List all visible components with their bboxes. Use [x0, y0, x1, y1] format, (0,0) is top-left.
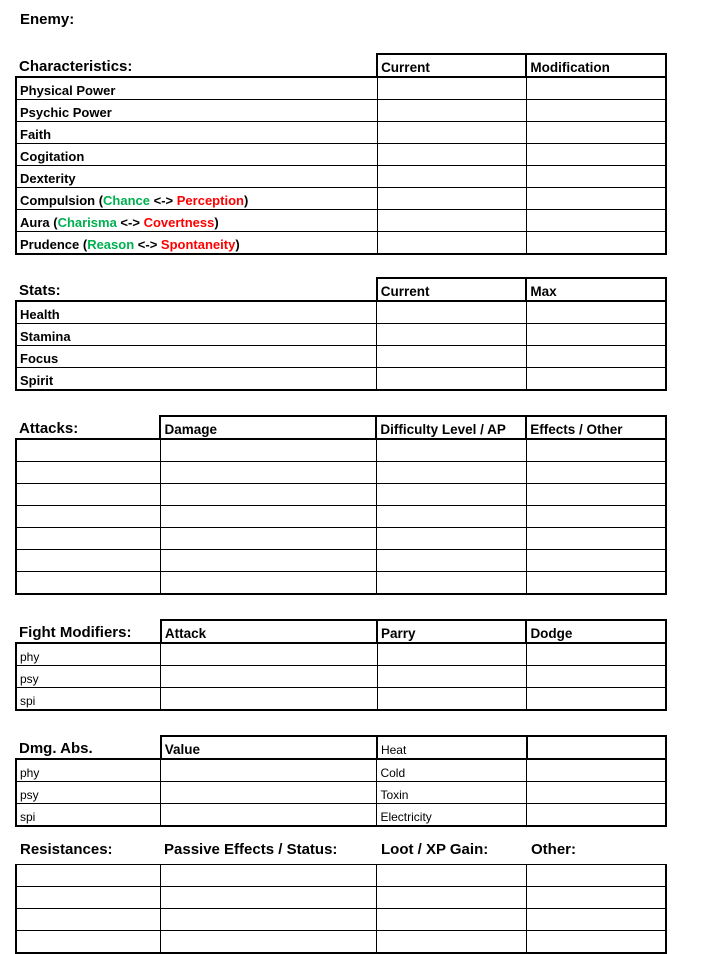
value-cell — [376, 439, 526, 462]
attacks-col-difficulty: Difficulty Level / AP — [376, 416, 526, 439]
damage-absorption-table — [15, 735, 667, 827]
value-cell — [526, 210, 666, 232]
value-cell — [377, 688, 526, 711]
value-cell — [376, 528, 526, 550]
value-cell — [16, 439, 160, 462]
value-cell — [377, 346, 527, 368]
damage-absorption-col-value: Value — [161, 736, 377, 759]
row-label-psy: psy — [16, 666, 161, 688]
value-cell — [526, 301, 666, 324]
row-label-phy: phy — [16, 759, 161, 782]
value-cell — [161, 865, 377, 887]
value-cell — [16, 484, 160, 506]
characteristic-separator: <-> — [134, 237, 161, 252]
stats-table — [15, 277, 667, 391]
characteristics-table — [15, 53, 667, 255]
loot-xp-label: Loot / XP Gain: — [381, 841, 489, 858]
stats-col-max: Max — [526, 278, 666, 301]
value-cell — [526, 550, 666, 572]
damage-absorption-header-row — [16, 736, 666, 759]
value-cell — [160, 439, 376, 462]
characteristic-separator: <-> — [116, 215, 144, 230]
value-cell — [377, 931, 527, 954]
table-row — [16, 462, 666, 484]
value-cell — [377, 166, 526, 188]
value-cell — [16, 462, 160, 484]
resistances-section — [15, 841, 667, 954]
value-cell — [377, 77, 526, 100]
resistances-table — [15, 864, 667, 954]
table-row — [16, 931, 666, 954]
fight-modifiers-section-label: Fight Modifiers: — [16, 620, 161, 643]
value-cell — [377, 324, 527, 346]
value-cell — [526, 666, 666, 688]
stats-col-current: Current — [377, 278, 527, 301]
value-cell — [526, 144, 666, 166]
table-row — [16, 232, 666, 255]
characteristic-label: Physical Power — [16, 77, 377, 100]
value-cell — [526, 572, 666, 595]
table-row — [16, 666, 666, 688]
value-cell — [161, 759, 377, 782]
value-cell — [160, 528, 376, 550]
characteristic-red-term: Covertness — [143, 215, 215, 230]
characteristic-green-term: Charisma — [57, 215, 117, 230]
table-row — [16, 688, 666, 711]
row-label-spi: spi — [16, 804, 161, 827]
value-cell — [377, 865, 527, 887]
table-row — [16, 804, 666, 827]
value-cell — [526, 439, 666, 462]
attacks-header-row — [16, 416, 666, 439]
value-cell — [526, 368, 666, 391]
characteristic-pre: Compulsion ( — [20, 193, 104, 208]
damage-type-toxin: Toxin — [377, 782, 527, 804]
value-cell — [16, 887, 161, 909]
value-cell — [16, 528, 160, 550]
value-cell — [526, 688, 666, 711]
characteristic-red-term: Perception — [176, 193, 244, 208]
table-row — [16, 865, 666, 887]
table-row — [16, 572, 666, 595]
value-cell — [377, 643, 526, 666]
characteristic-label: Faith — [16, 122, 377, 144]
page-title: Enemy: — [20, 11, 75, 28]
value-cell — [526, 462, 666, 484]
value-cell — [161, 804, 377, 827]
value-cell — [526, 643, 666, 666]
table-row — [16, 346, 666, 368]
table-row — [16, 368, 666, 391]
row-label-spi: spi — [16, 688, 161, 711]
value-cell — [161, 909, 377, 931]
table-row — [16, 506, 666, 528]
value-cell — [526, 324, 666, 346]
value-cell — [160, 484, 376, 506]
fight-modifiers-header-row — [16, 620, 666, 643]
value-cell — [527, 759, 666, 782]
value-cell — [160, 550, 376, 572]
characteristics-header-row — [16, 54, 666, 77]
value-cell — [16, 506, 160, 528]
table-row — [16, 166, 666, 188]
characteristic-label: Dexterity — [16, 166, 377, 188]
stat-label: Focus — [16, 346, 377, 368]
value-cell — [526, 909, 666, 931]
resistances-section-label: Resistances: — [20, 841, 113, 858]
value-cell — [161, 782, 377, 804]
value-cell — [377, 887, 527, 909]
characteristic-red-term: Spontaneity — [160, 237, 236, 252]
characteristic-green-term: Reason — [87, 237, 135, 252]
characteristic-label: Psychic Power — [16, 100, 377, 122]
value-cell — [160, 572, 376, 595]
fight-modifiers-col-attack: Attack — [161, 620, 377, 643]
table-row — [16, 528, 666, 550]
characteristics-section-label: Characteristics: — [16, 54, 377, 77]
stats-header-row — [16, 278, 666, 301]
table-row — [16, 210, 666, 232]
value-cell — [526, 931, 666, 954]
stat-label: Spirit — [16, 368, 377, 391]
value-cell — [526, 122, 666, 144]
value-cell — [527, 782, 666, 804]
value-cell — [526, 484, 666, 506]
fight-modifiers-col-dodge: Dodge — [526, 620, 666, 643]
stat-label: Stamina — [16, 324, 377, 346]
value-cell — [377, 210, 526, 232]
table-row — [16, 782, 666, 804]
other-label: Other: — [531, 841, 576, 858]
characteristic-green-term: Chance — [103, 193, 151, 208]
attacks-col-damage: Damage — [160, 416, 376, 439]
attacks-col-effects: Effects / Other — [526, 416, 666, 439]
attacks-section-label: Attacks: — [16, 416, 160, 439]
value-cell — [526, 887, 666, 909]
value-cell — [527, 736, 666, 759]
stat-label: Health — [16, 301, 377, 324]
value-cell — [377, 666, 526, 688]
value-cell — [16, 572, 160, 595]
value-cell — [377, 909, 527, 931]
value-cell — [16, 550, 160, 572]
damage-type-cold: Cold — [377, 759, 527, 782]
damage-absorption-section-label: Dmg. Abs. — [16, 736, 161, 759]
fight-modifiers-table — [15, 619, 667, 711]
value-cell — [16, 909, 161, 931]
value-cell — [377, 368, 527, 391]
characteristic-label: Cogitation — [16, 144, 377, 166]
table-row — [16, 909, 666, 931]
value-cell — [161, 688, 377, 711]
characteristic-post: ) — [235, 237, 240, 252]
characteristic-post: ) — [214, 215, 219, 230]
table-row — [16, 550, 666, 572]
value-cell — [526, 865, 666, 887]
value-cell — [376, 572, 526, 595]
table-row — [16, 439, 666, 462]
row-label-psy: psy — [16, 782, 161, 804]
table-row — [16, 100, 666, 122]
characteristics-col-current: Current — [377, 54, 526, 77]
table-row — [16, 759, 666, 782]
value-cell — [376, 484, 526, 506]
resistances-header-row — [15, 841, 667, 859]
value-cell — [376, 550, 526, 572]
passive-effects-label: Passive Effects / Status: — [164, 841, 338, 858]
table-row — [16, 301, 666, 324]
value-cell — [377, 122, 526, 144]
characteristic-pre: Prudence ( — [20, 237, 88, 252]
table-row — [16, 643, 666, 666]
value-cell — [526, 166, 666, 188]
value-cell — [526, 346, 666, 368]
value-cell — [161, 643, 377, 666]
value-cell — [160, 462, 376, 484]
table-row — [16, 77, 666, 100]
table-row — [16, 484, 666, 506]
damage-type-electricity: Electricity — [377, 804, 527, 827]
row-label-phy: phy — [16, 643, 161, 666]
value-cell — [526, 232, 666, 255]
value-cell — [377, 232, 526, 255]
table-row — [16, 324, 666, 346]
characteristics-col-modification: Modification — [526, 54, 666, 77]
value-cell — [377, 188, 526, 210]
fight-modifiers-col-parry: Parry — [377, 620, 526, 643]
table-row — [16, 144, 666, 166]
value-cell — [16, 931, 161, 954]
table-row — [16, 188, 666, 210]
value-cell — [526, 100, 666, 122]
value-cell — [377, 301, 527, 324]
attacks-table — [15, 415, 667, 595]
characteristic-label-compound — [16, 210, 377, 232]
value-cell — [527, 804, 666, 827]
value-cell — [526, 506, 666, 528]
value-cell — [377, 144, 526, 166]
value-cell — [376, 462, 526, 484]
value-cell — [160, 506, 376, 528]
value-cell — [376, 506, 526, 528]
value-cell — [526, 77, 666, 100]
value-cell — [377, 100, 526, 122]
value-cell — [526, 188, 666, 210]
table-row — [16, 122, 666, 144]
value-cell — [161, 887, 377, 909]
damage-type-heat: Heat — [377, 736, 527, 759]
characteristic-label-compound — [16, 188, 377, 210]
characteristic-label-compound — [16, 232, 377, 255]
characteristic-post: ) — [243, 193, 249, 208]
stats-section-label: Stats: — [16, 278, 377, 301]
value-cell — [161, 666, 377, 688]
characteristic-pre: Aura ( — [20, 215, 58, 230]
value-cell — [16, 865, 161, 887]
characteristic-separator: <-> — [150, 193, 177, 208]
table-row — [16, 887, 666, 909]
value-cell — [526, 528, 666, 550]
value-cell — [161, 931, 377, 954]
